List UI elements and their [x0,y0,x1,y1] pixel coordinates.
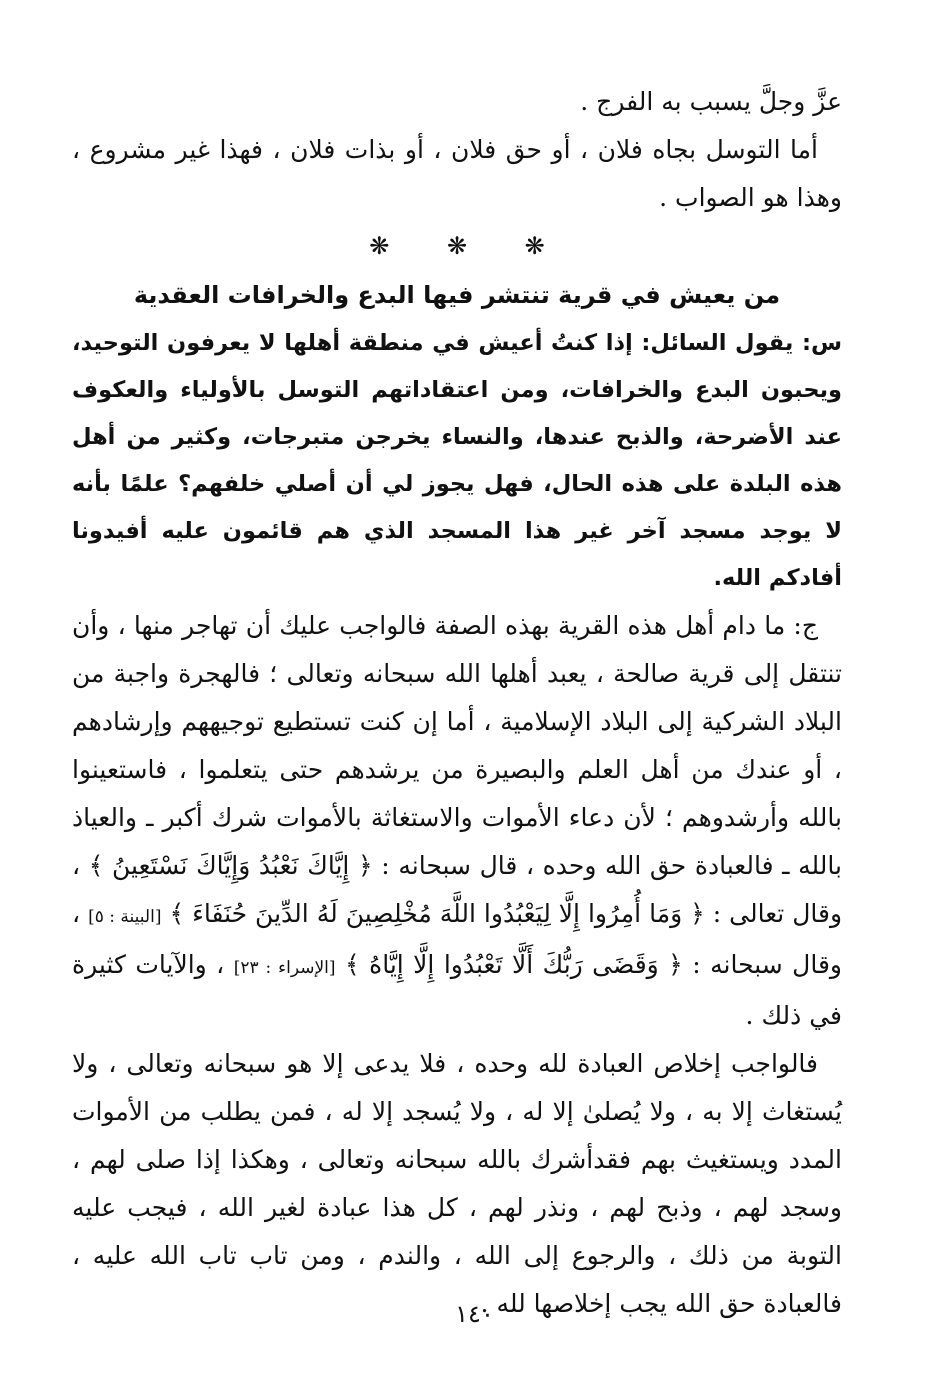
verse-reference-1: [البينة : ٥] [88,907,162,927]
document-page [72,78,842,1328]
answer-paragraph [72,602,842,1040]
page-number: ١٤٠ [455,1300,494,1328]
conclusion-paragraph: فالواجب إخلاص العبادة لله وحده ، فلا يدعى إلا هو سبحانه وتعالى ، ولا يُستغاث إلا به ، ولا يُصلىٰ إلا له ، ولا يُسجد إلا له ، فمن يطلب من الأموات المدد ويستغيث بهم فقدأشرك بالله سبحانه وتعالى ، وهكذا إذا صلى لهم ، وسجد لهم ، وذبح لهم ، ونذر لهم ، كل هذا عبادة لغير الله ، فيجب عليه التوبة من ذلك ، والرجوع إلى الله ، والندم ، ومن تاب تاب الله عليه ، فالعبادة حق الله يجب إخلاصها لله . [72,1049,842,1318]
answer-text-part3: ، والآيات كثيرة في ذلك . [72,950,842,1030]
section-title: من يعيش في قرية تنتشر فيها البدع والخرافات العقدية [133,281,781,309]
intro-line: عزَّ وجلَّ يسبب به الفرج . [580,87,842,116]
question-paragraph: س: يقول السائل: إذا كنتُ أعيش في منطقة أهلها لا يعرفون التوحيد، ويحبون البدع والخرافات، ومن اعتقاداتهم التوسل بالأولياء والعكوف عند الأضرحة، والذبح عندها، والنساء يخرجن متبرجات، وكثير من أهل هذه البلدة على هذه الحال، فهل يجوز لي أن أصلي خلفهم؟ علمًا بأنه لا يوجد مسجد آخر غير هذا المسجد الذي هم قائمون عليه أفيدونا أفادكم الله. [72,330,842,591]
intro-paragraph: أما التوسل بجاه فلان ، أو حق فلان ، أو بذات فلان ، فهذا غير مشروع ، وهذا هو الصواب . [72,135,842,212]
answer-text-part1: ج: ما دام أهل هذه القرية بهذه الصفة فالواجب عليك أن تهاجر منها ، وأن تنتقل إلى قرية صالحة ، يعبد أهلها الله سبحانه وتعالى ؛ فالهجرة واجبة من البلاد الشركية إلى البلاد الإسلامية ، أما إن كنت تستطيع توجيههم وإرشادهم ، أو عندك من أهل العلم والبصيرة من يرشدهم حتى يتعلموا ، فاستعينوا بالله وأرشدوهم ؛ لأن دعاء الأموات والاستغاثة بالأموات شرك أكبر ـ والعياذ بالله ـ فالعبادة حق الله وحده ، قال سبحانه : ﴿ إِيَّاكَ نَعْبُدُ وَإِيَّاكَ نَسْتَعِينُ ﴾ ، وقال تعالى : ﴿ وَمَا أُمِرُوا إِلَّا لِيَعْبُدُوا اللَّهَ مُخْلِصِينَ لَهُ الدِّينَ حُنَفَاءَ ﴾ [72,611,843,928]
verse-reference-2: [الإسراء : ٢٣] [233,958,336,978]
answer-text-part2: ، وقال سبحانه : ﴿ وَقَضَى رَبُّكَ أَلَّا تَعْبُدُوا إِلَّا إِيَّاهُ ﴾ [72,899,842,979]
section-separator: ❋ ❋ ❋ [369,232,545,260]
